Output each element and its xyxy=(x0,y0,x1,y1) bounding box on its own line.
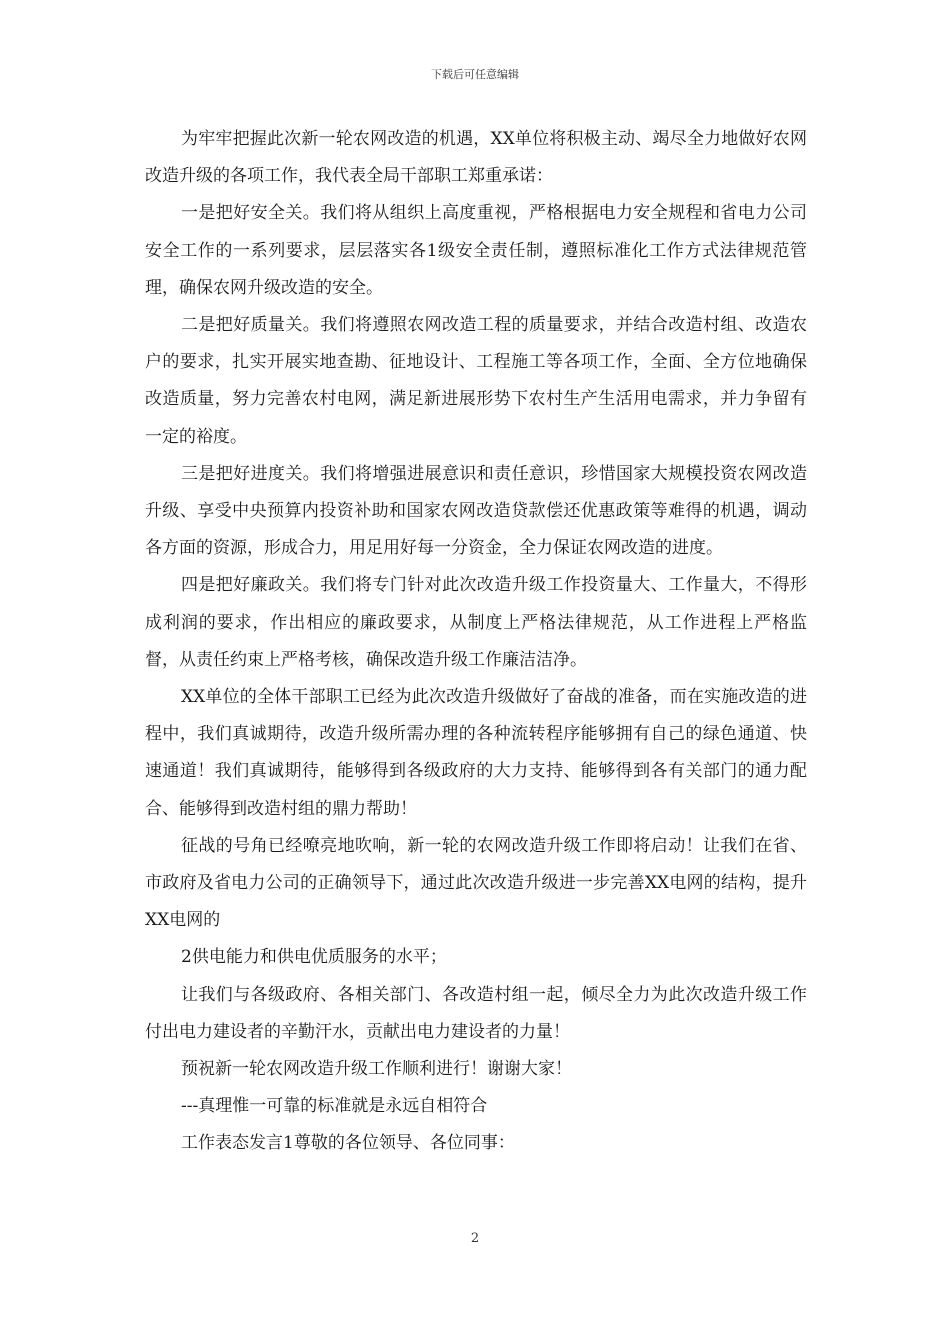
paragraph-launch: 征战的号角已经嘹亮地吹响，新一轮的农网改造升级工作即将启动！让我们在省、市政府及省电力公司的正确领导下，通过此次改造升级进一步完善XX电网的结构，提升XX电网的 xyxy=(145,835,807,931)
paragraph-wishes: 预祝新一轮农网改造升级工作顺利进行！谢谢大家！ xyxy=(181,1059,572,1080)
paragraph-intro: 为牢牢把握此次新一轮农网改造的机遇，XX单位将积极主动、竭尽全力地做好农网改造升级的各项工作，我代表全局干部职工郑重承诺： xyxy=(145,129,807,187)
paragraph-quote: ---真理惟一可靠的标准就是永远自相符合 xyxy=(181,1096,488,1117)
page-header: 下载后可任意编辑 xyxy=(431,68,519,81)
paragraph-safety: 一是把好安全关。我们将从组织上高度重视，严格根据电力安全规程和省电力公司安全工作的一系列要求，层层落实各1级安全责任制，遵照标准化工作方式法律规范管理，确保农网升级改造的安全。 xyxy=(145,203,807,298)
paragraph-next-title: 工作表态发言1尊敬的各位领导、各位同事： xyxy=(181,1133,515,1154)
page-number: 2 xyxy=(470,1231,480,1246)
paragraph-together: 让我们与各级政府、各相关部门、各改造村组一起，倾尽全力为此次改造升级工作付出电力建设者的辛勤汗水，贡献出电力建设者的力量！ xyxy=(145,984,807,1042)
paragraph-integrity: 四是把好廉政关。我们将专门针对此次改造升级工作投资量大、工作量大，不得形成利润的要求，作出相应的廉政要求，从制度上严格法律规范，从工作进程上严格监督，从责任约束上严格考核，确保改造升级工作廉洁洁净。 xyxy=(145,575,807,670)
paragraph-progress: 三是把好进度关。我们将增强进展意识和责任意识，珍惜国家大规模投资农网改造升级、享受中央预算内投资补助和国家农网改造贷款偿还优惠政策等难得的机遇，调动各方面的资源，形成合力，用足用好每一分资金，全力保证农网改造的进度。 xyxy=(145,463,807,559)
document-body xyxy=(145,121,807,1163)
paragraph-quality: 二是把好质量关。我们将遵照农网改造工程的质量要求，并结合改造村组、改造农户的要求，扎实开展实地查勘、征地设计、工程施工等各项工作，全面、全方位地确保改造质量，努力完善农村电网，满足新进展形势下农村生产生活用电需求，并力争留有一定的裕度。 xyxy=(145,315,807,447)
paragraph-expectation: XX单位的全体干部职工已经为此次改造升级做好了奋战的准备，而在实施改造的进程中，我们真诚期待，改造升级所需办理的各种流转程序能够拥有自己的绿色通道、快速通道！我们真诚期待，能够得到各级政府的大力支持、能够得到各有关部门的通力配合、能够得到改造村组的鼎力帮助！ xyxy=(145,687,807,819)
paragraph-service-level: 2供电能力和供电优质服务的水平； xyxy=(181,947,447,968)
